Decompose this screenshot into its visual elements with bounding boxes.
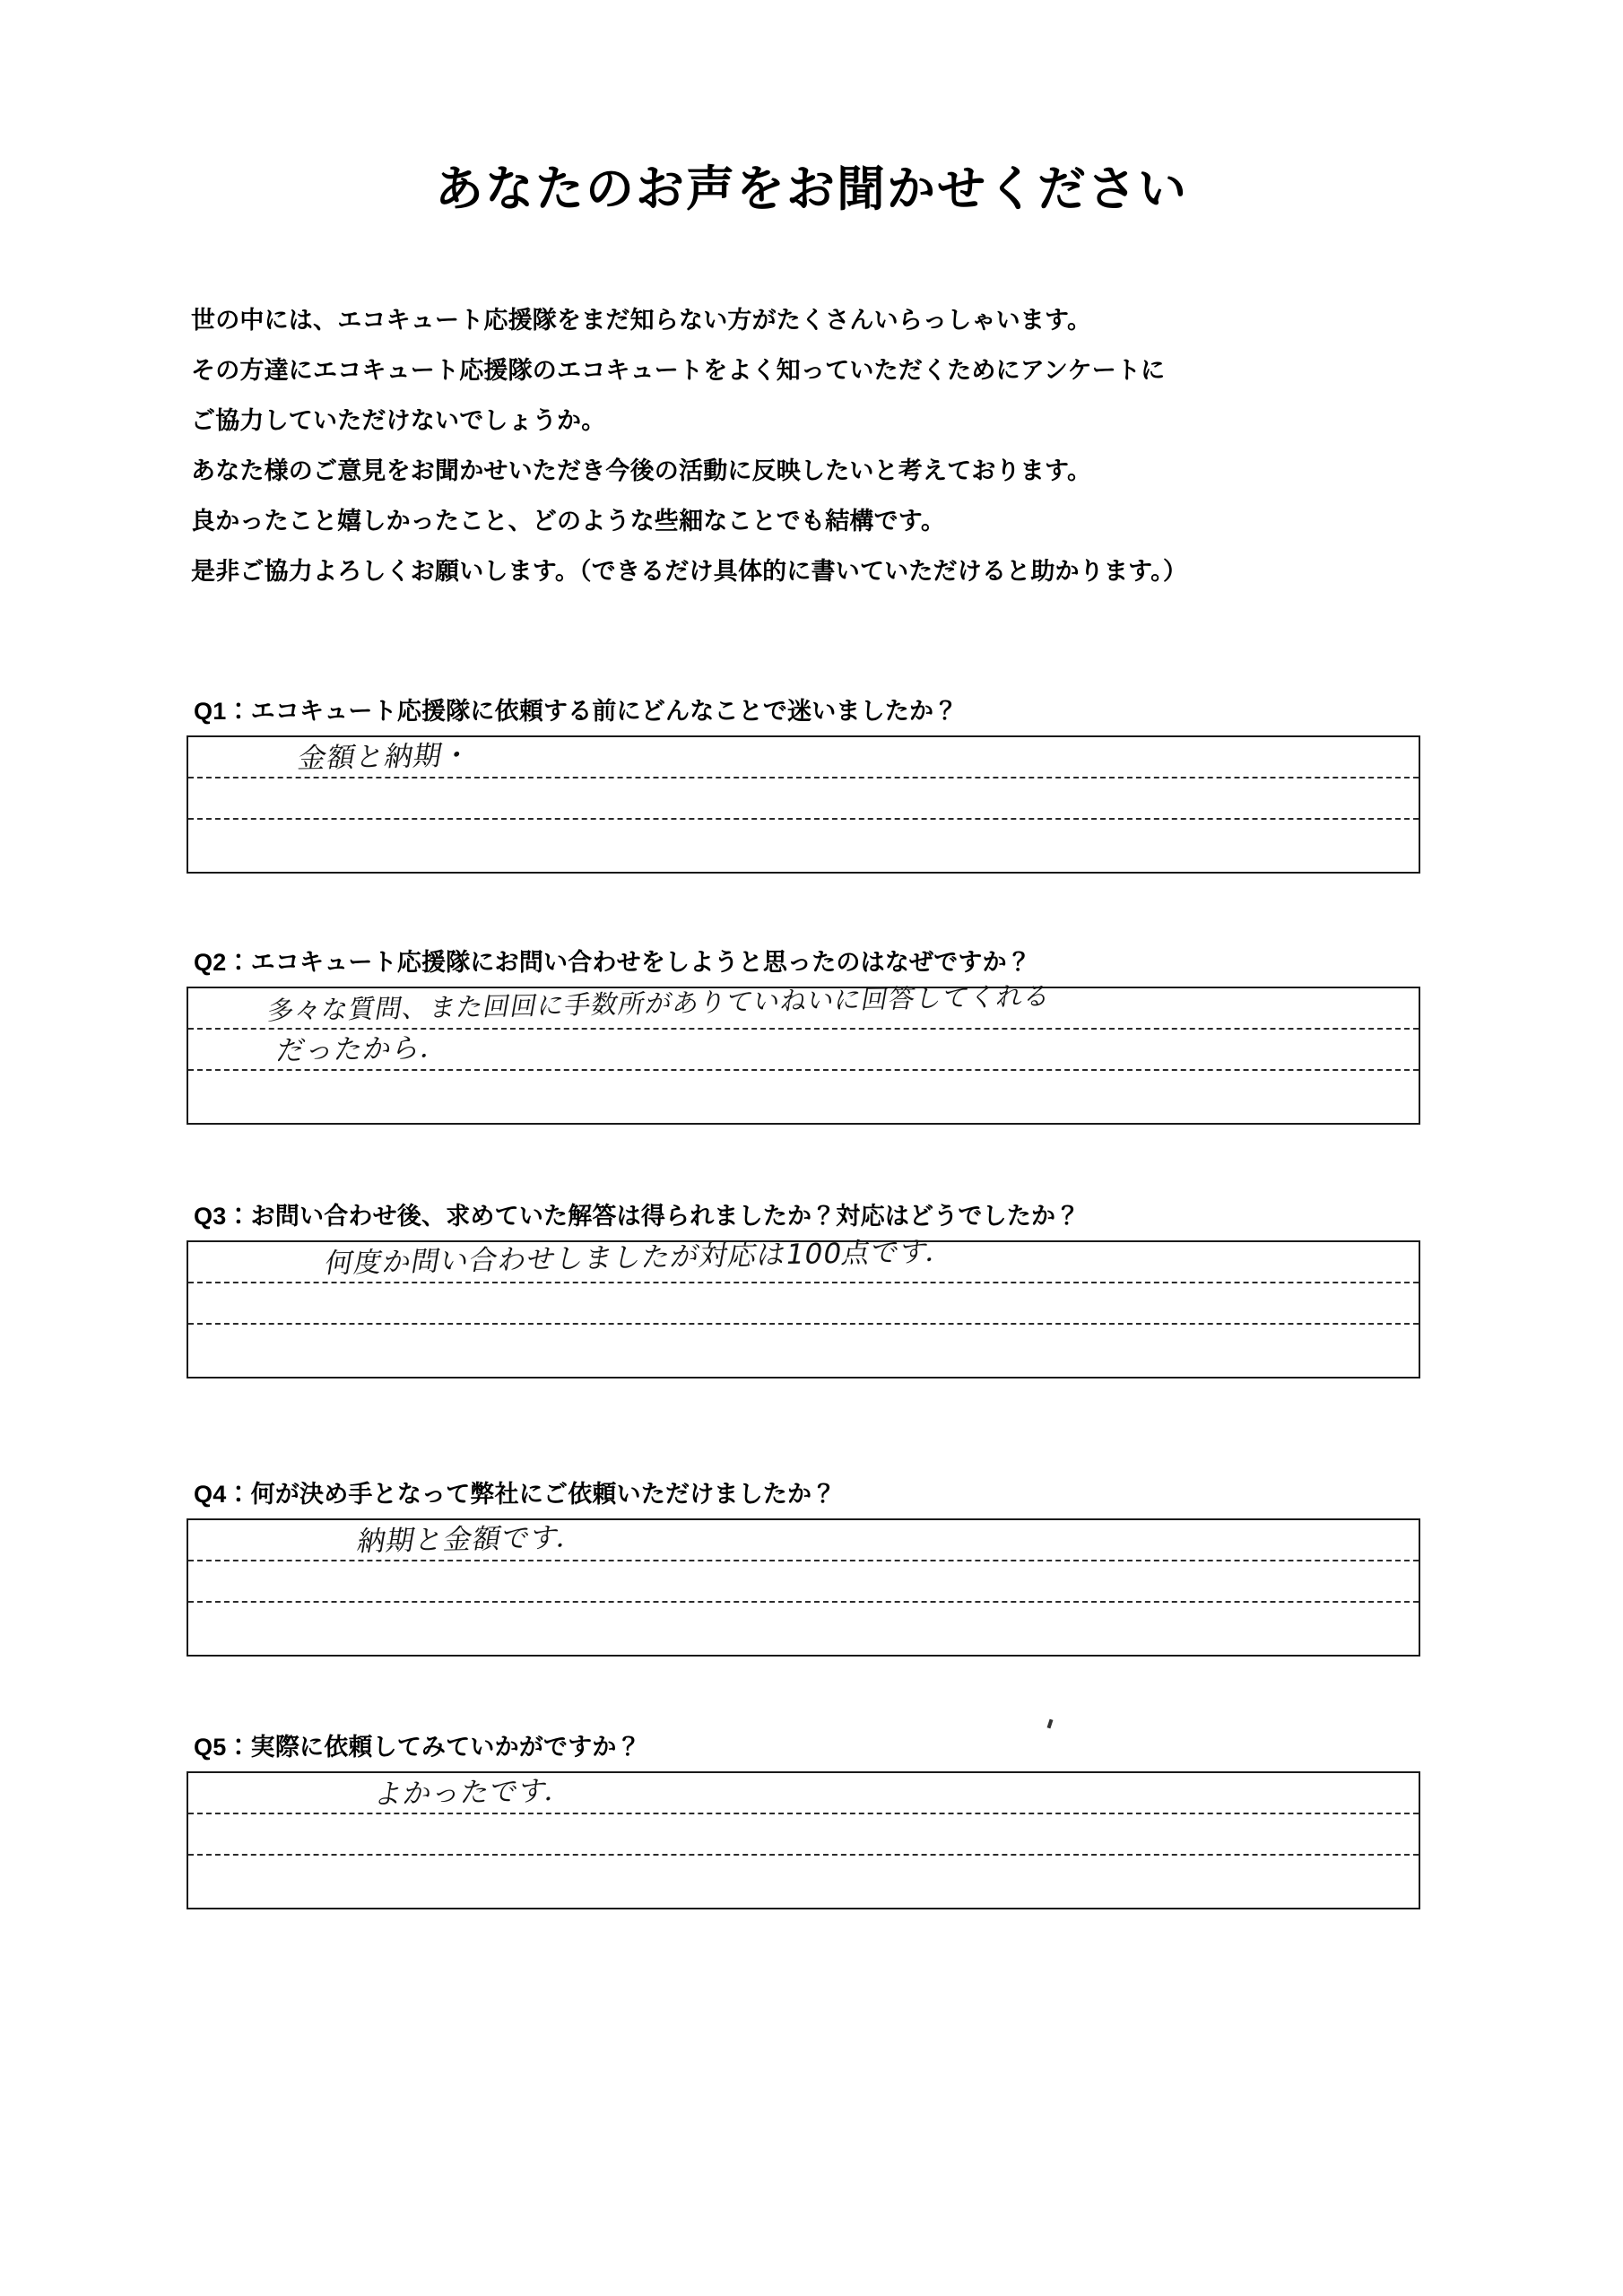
handwritten-answer: 多々な質問、また回回に手数所がありていねいに回答してくれる (265, 980, 1054, 1026)
answer-row[interactable] (188, 820, 1419, 872)
answer-row[interactable] (188, 1283, 1419, 1325)
answer-row[interactable] (188, 1071, 1419, 1123)
answer-box-q1[interactable] (187, 735, 1420, 874)
answer-row[interactable] (188, 1856, 1419, 1908)
answer-row[interactable] (188, 1603, 1419, 1655)
page-title: あなたのお声をお聞かせください (435, 162, 1188, 216)
question-label-q1: Q1：エコキュート応援隊に依頼する前にどんなことで迷いましたか？ (194, 698, 959, 725)
answer-row[interactable] (188, 1814, 1419, 1856)
handwritten-answer: 納期と金額です． (354, 1521, 589, 1558)
intro-paragraph (191, 309, 1446, 610)
question-block-q1 (187, 700, 1420, 874)
question-label-q3: Q3：お問い合わせ後、求めていた解答は得られましたか？対応はどうでしたか？ (194, 1203, 1081, 1230)
answer-box-q2[interactable] (187, 980, 1420, 1125)
question-block-q5 (187, 1735, 1420, 1909)
handwritten-answer: 何度か問い合わせしましたが対応は100点です． (322, 1235, 959, 1280)
question-block-q4 (187, 1483, 1420, 1657)
intro-line: 世の中には、エコキュート応援隊をまだ知らない方がたくさんいらっしゃいます。 (191, 307, 1092, 334)
answer-box-q4[interactable] (187, 1518, 1420, 1657)
answer-row[interactable] (188, 1520, 1419, 1561)
answer-row[interactable] (188, 980, 1419, 1030)
question-block-q2 (187, 951, 1420, 1125)
answer-box-q3[interactable] (187, 1235, 1420, 1378)
intro-line: あなた様のご意見をお聞かせいただき今後の活動に反映したいと考えております。 (191, 457, 1092, 484)
handwritten-answer: だったから． (273, 1031, 453, 1067)
question-label-q4: Q4：何が決め手となって弊社にご依頼いただけましたか？ (194, 1481, 837, 1508)
answer-box-q5[interactable] (187, 1771, 1420, 1909)
answer-row[interactable] (188, 1773, 1419, 1814)
scan-artifact-speck (1047, 1719, 1054, 1729)
question-label-q2: Q2：エコキュート応援隊にお問い合わせをしようと思ったのはなぜですか？ (194, 949, 1032, 976)
answer-row[interactable] (188, 737, 1419, 778)
question-label-q5: Q5：実際に依頼してみていかがですか？ (194, 1734, 641, 1761)
question-block-q3 (187, 1205, 1420, 1378)
handwritten-answer: 金額と納期・ (295, 739, 474, 775)
answer-row[interactable] (188, 1235, 1419, 1283)
handwritten-answer: よかったです． (371, 1774, 577, 1811)
intro-line: 良かったこと嬉しかったこと、どのような些細なことでも結構です。 (191, 508, 946, 535)
intro-line: その方達にエコキュート応援隊のエコキュートをよく知っていただくためにアンケートに (191, 357, 1166, 384)
answer-row[interactable] (188, 1561, 1419, 1603)
intro-line: 是非ご協力よろしくお願いします。（できるだけ具体的に書いていただけると助かります。） (191, 558, 1188, 585)
intro-line: ご協力していただけないでしょうか。 (191, 407, 606, 434)
answer-row[interactable] (188, 778, 1419, 820)
answer-row[interactable] (188, 1325, 1419, 1377)
answer-row[interactable] (188, 1030, 1419, 1071)
